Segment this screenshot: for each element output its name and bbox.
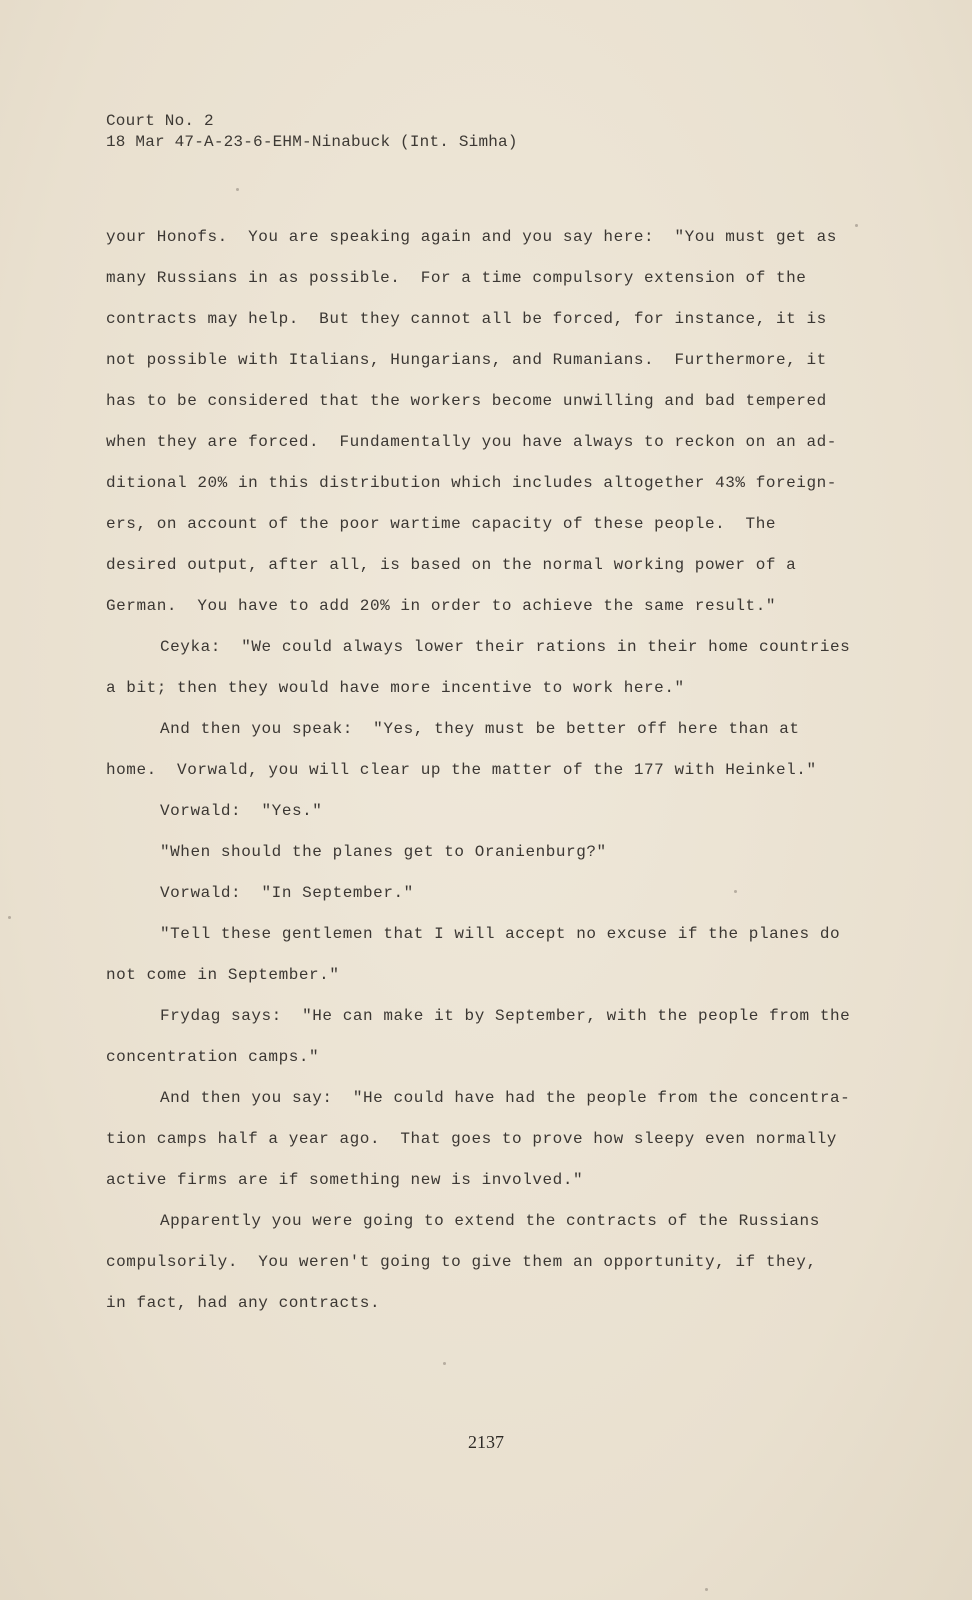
text-line: German. You have to add 20% in order to achieve the same result." bbox=[106, 597, 777, 615]
text-line: Frydag says: "He can make it by September, with the people from the bbox=[160, 1007, 851, 1025]
text-line: not possible with Italians, Hungarians, and Rumanians. Furthermore, it bbox=[106, 351, 827, 369]
text-line: not come in September." bbox=[106, 966, 340, 984]
paper-speck bbox=[236, 188, 239, 191]
text-line: contracts may help. But they cannot all be forced, for instance, it is bbox=[106, 310, 827, 328]
text-line: Ceyka: "We could always lower their rations in their home countries bbox=[160, 638, 851, 656]
text-line: your Honofs. You are speaking again and you say here: "You must get as bbox=[106, 228, 837, 246]
text-line: "Tell these gentlemen that I will accept no excuse if the planes do bbox=[160, 925, 841, 943]
text-line: in fact, had any contracts. bbox=[106, 1294, 381, 1312]
document-header bbox=[106, 111, 518, 153]
text-line: active firms are if something new is involved." bbox=[106, 1171, 584, 1189]
text-line: "When should the planes get to Oranienburg?" bbox=[160, 843, 607, 861]
text-line: And then you say: "He could have had the people from the concentra- bbox=[160, 1089, 851, 1107]
paper-speck bbox=[705, 1588, 708, 1591]
text-line: tion camps half a year ago. That goes to prove how sleepy even normally bbox=[106, 1130, 837, 1148]
paper-speck bbox=[8, 916, 11, 919]
text-line: many Russians in as possible. For a time compulsory extension of the bbox=[106, 269, 807, 287]
text-line: Vorwald: "In September." bbox=[160, 884, 414, 902]
text-line: concentration camps." bbox=[106, 1048, 320, 1066]
page-number: 2137 bbox=[468, 1432, 504, 1452]
paper-speck bbox=[855, 224, 858, 227]
text-line: a bit; then they would have more incentive to work here." bbox=[106, 679, 685, 697]
text-line: ers, on account of the poor wartime capacity of these people. The bbox=[106, 515, 777, 533]
text-line: when they are forced. Fundamentally you have always to reckon on an ad- bbox=[106, 433, 837, 451]
paper-speck bbox=[734, 890, 737, 893]
text-line: And then you speak: "Yes, they must be better off here than at bbox=[160, 720, 800, 738]
text-line: has to be considered that the workers become unwilling and bad tempered bbox=[106, 392, 827, 410]
transcript-body bbox=[106, 227, 866, 1334]
paper-speck bbox=[443, 1362, 446, 1365]
text-line: compulsorily. You weren't going to give them an opportunity, if they, bbox=[106, 1253, 817, 1271]
text-line: Vorwald: "Yes." bbox=[160, 802, 323, 820]
session-reference: 18 Mar 47-A-23-6-EHM-Ninabuck (Int. Simha) bbox=[106, 133, 518, 151]
text-line: home. Vorwald, you will clear up the matter of the 177 with Heinkel." bbox=[106, 761, 817, 779]
text-line: Apparently you were going to extend the contracts of the Russians bbox=[160, 1212, 820, 1230]
text-line: ditional 20% in this distribution which includes altogether 43% foreign- bbox=[106, 474, 837, 492]
text-line: desired output, after all, is based on the normal working power of a bbox=[106, 556, 797, 574]
court-number: Court No. 2 bbox=[106, 112, 214, 130]
